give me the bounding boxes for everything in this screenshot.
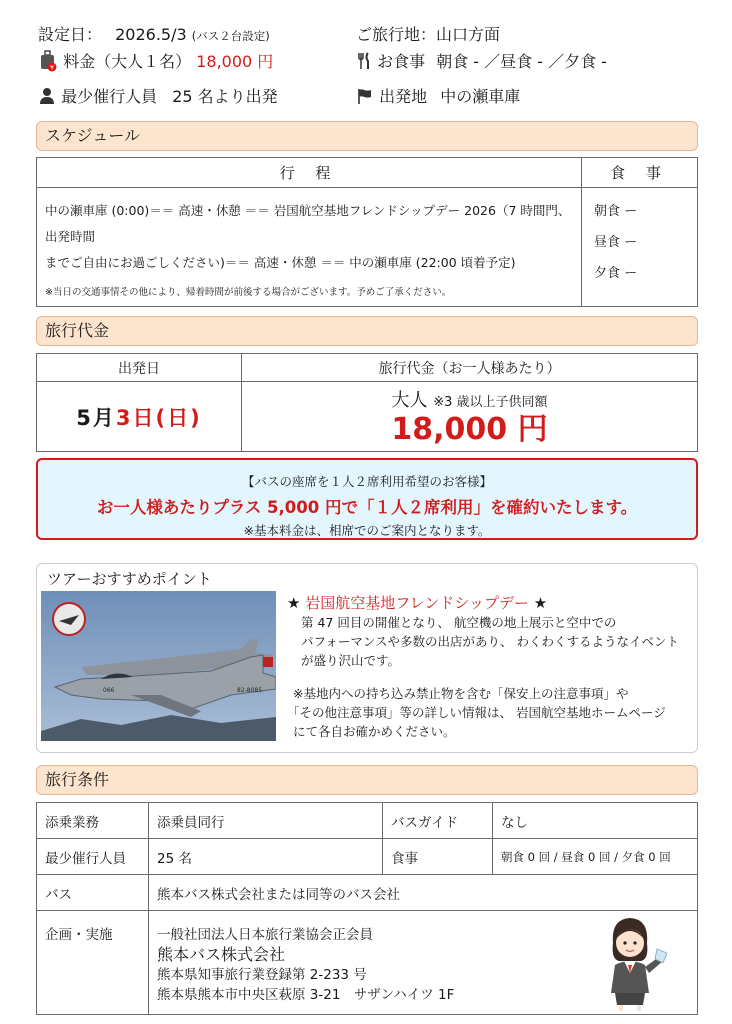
fee-line [38,49,273,76]
star-icon: ★ [533,594,548,612]
section-conditions: 旅行条件 [36,765,698,795]
star-icon: ★ [287,594,301,612]
date-value: 2026.5/3 [115,25,187,44]
date-note: (バス２台設定) [191,29,270,43]
adult-label: 大人 [391,389,428,411]
meals-cell [582,188,698,307]
fee-value: 18,000 円 [196,52,274,71]
min-people-value: 25 名より出発 [172,87,278,106]
section-schedule: スケジュール [36,121,698,151]
guide-illustration [593,913,667,1017]
departure-value: 中の瀬車庫 [440,87,521,106]
itinerary-line: までご自由にお過ごしください)＝＝ 高速・休憩 ＝＝ 中の瀬車庫 (22:00 頃着予定) [45,255,516,270]
meals-line [356,49,607,74]
schedule-table [36,157,698,307]
conditions-table [36,802,698,1015]
event-name: 岩国航空基地フレンドシップデー [305,594,529,612]
meals-label: お食事 [377,52,426,71]
col-itinerary: 行 程 [37,158,582,188]
recommend-note: ※基地内への持ち込み禁止物を含む「保安上の注意事項」や [293,686,629,701]
date-label: 設定日： [38,25,103,44]
price-value: 18,000 円 [391,411,548,447]
guide-label: バスガイド [383,803,493,839]
setting-date [38,22,270,45]
itinerary-note: ※当日の交通事情その他により、帰着時間が前後する場合がございます。予めご了承ください。 [45,287,452,298]
col-date: 出発日 [37,354,242,382]
escort-label: 添乗業務 [37,803,149,839]
min-people-line [38,84,278,109]
date-day: 3日 [115,405,156,430]
destination [356,22,500,45]
meals-value: 朝食 - ／昼食 - ／夕食 - [436,52,607,71]
departure-date [37,382,242,452]
jet-tail-number: 066 [103,687,115,694]
recommend-title: ツアーおすすめポイント [47,570,212,588]
bus-label: バス [37,875,149,911]
itinerary-line: 中の瀬車庫 (0:00)＝＝ 高速・休憩 ＝＝ 岩国航空基地フレンドシップデー 2026（7 時間門、出発時間 [45,203,571,244]
recommend-note: 「その他注意事項」等の詳しい情報は、 岩国航空基地ホームページ [287,705,666,720]
organizer-company: 熊本バス株式会社 [157,945,286,964]
destination-label: ご旅行地： [356,25,437,44]
recommend-body: 第 47 回目の開催となり、 航空機の地上展示と空中での [301,615,617,630]
departure-line [356,84,520,109]
price-table [36,353,698,452]
min-label: 最少催行人員 [37,839,149,875]
meal-label: 食事 [383,839,493,875]
notice-footnote: ※基本料金は、相席でのご案内となります。 [243,523,491,538]
meal-value: 朝食 0 回 / 昼食 0 回 / 夕食 0 回 [493,839,698,875]
fork-knife-icon [356,52,372,74]
meal-lunch: 昼食 ー [594,235,638,250]
bus-value: 熊本バス株式会社または同等のバス会社 [149,875,698,911]
col-meals: 食 事 [582,158,698,188]
bus-seat-notice [36,458,698,540]
recommend-box [36,563,698,753]
fighter-jet-photo [41,591,276,741]
organizer-membership: 一般社団法人日本旅行業協会正会員 [157,927,373,943]
recommend-note: にて各自お確かめください。 [293,724,456,739]
date-month: 5月 [76,405,116,430]
destination-value: 山口方面 [436,25,501,44]
svg-text:¥: ¥ [50,64,54,71]
notice-heading: 【バスの座席を１人２席利用希望のお客様】 [241,474,492,489]
recommend-body: が盛り沢山です。 [301,653,401,668]
departure-label: 出発地 [379,87,428,106]
col-price: 旅行代金（お一人様あたり） [242,354,698,382]
escort-value: 添乗員同行 [149,803,383,839]
adult-note: ※3 歳以上子供同額 [433,394,548,410]
organizer-address: 熊本県熊本市中央区萩原 3-21 サザンハイツ 1F [157,987,455,1003]
section-pricing: 旅行代金 [36,316,698,346]
jet-serial-number: 82-8085 [237,687,263,694]
fee-label: 料金（大人１名） [63,52,192,71]
meal-dinner: 夕食 ー [594,266,638,281]
price-cell [242,382,698,452]
person-icon [38,87,56,109]
meal-breakfast: 朝食 ー [594,204,638,219]
date-weekday: (日) [155,405,202,430]
min-people-label: 最少催行人員 [61,87,158,106]
suitcase-icon [38,50,58,76]
guide-value: なし [493,803,698,839]
recommend-body: パフォーマンスや多数の出店があり、 わくわくするようなイベント [301,634,679,649]
min-value: 25 名 [149,839,383,875]
flag-icon [356,87,374,109]
notice-offer: お一人様あたりプラス 5,000 円で「１人２席利用」を確約いたします。 [96,498,638,517]
recommend-text [287,594,692,741]
organizer-cell [149,911,698,1015]
itinerary-cell [37,188,582,307]
organizer-registration: 熊本県知事旅行業登録第 2-233 号 [157,967,367,983]
organizer-label: 企画・実施 [37,911,149,1015]
